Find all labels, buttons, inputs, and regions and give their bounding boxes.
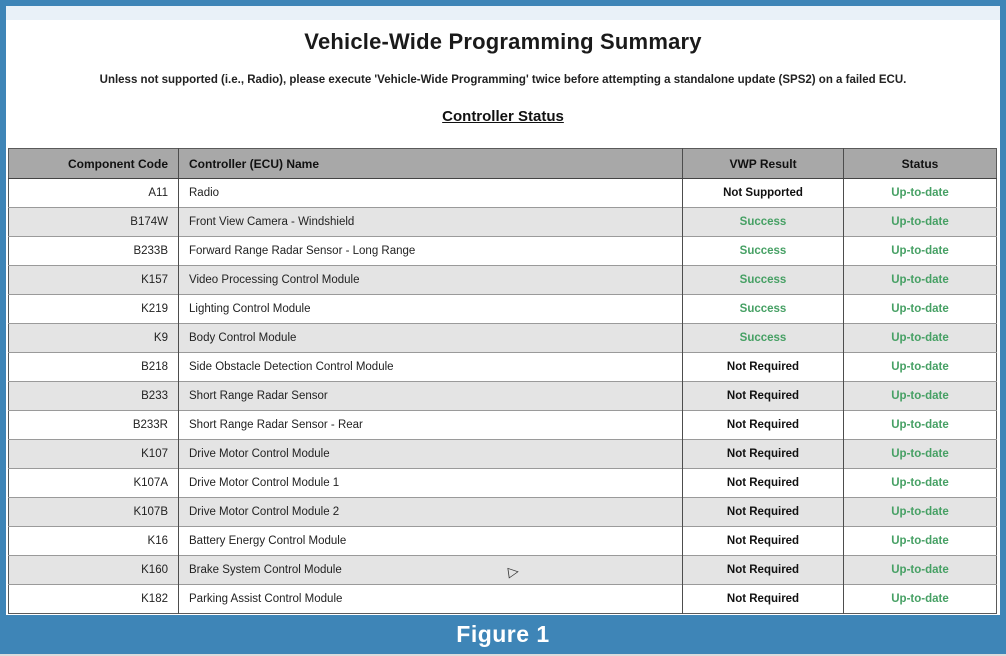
status-cell: Up-to-date	[844, 237, 997, 266]
status-cell: Up-to-date	[844, 469, 997, 498]
vwp-result-cell: Not Required	[683, 556, 844, 585]
table-row	[9, 295, 997, 324]
frame-border-right	[1000, 0, 1006, 656]
vwp-result-cell: Success	[683, 208, 844, 237]
vwp-result-cell: Success	[683, 237, 844, 266]
component-code-cell: B218	[9, 353, 179, 382]
component-code-cell: K157	[9, 266, 179, 295]
status-cell: Up-to-date	[844, 411, 997, 440]
col-header-ecu-name: Controller (ECU) Name	[179, 149, 683, 179]
ecu-name-cell: Side Obstacle Detection Control Module	[179, 353, 683, 382]
section-heading: Controller Status	[442, 108, 564, 125]
status-cell: Up-to-date	[844, 527, 997, 556]
ecu-name-cell: Drive Motor Control Module	[179, 440, 683, 469]
vwp-result-cell: Success	[683, 295, 844, 324]
figure-caption-bar	[0, 615, 1006, 654]
table-row	[9, 179, 997, 208]
table-row	[9, 411, 997, 440]
table-row	[9, 382, 997, 411]
ecu-name-cell: Lighting Control Module	[179, 295, 683, 324]
status-cell: Up-to-date	[844, 324, 997, 353]
component-code-cell: K182	[9, 585, 179, 614]
vwp-result-cell: Success	[683, 324, 844, 353]
component-code-cell: K107	[9, 440, 179, 469]
vwp-result-cell: Not Required	[683, 440, 844, 469]
status-cell: Up-to-date	[844, 208, 997, 237]
frame-border-left	[0, 0, 6, 656]
vwp-result-cell: Not Required	[683, 382, 844, 411]
table-row	[9, 353, 997, 382]
component-code-cell: B233R	[9, 411, 179, 440]
status-cell: Up-to-date	[844, 382, 997, 411]
vwp-result-cell: Not Required	[683, 498, 844, 527]
vwp-result-cell: Not Required	[683, 527, 844, 556]
vwp-result-cell: Not Required	[683, 353, 844, 382]
table-row	[9, 469, 997, 498]
ecu-name-cell: Front View Camera - Windshield	[179, 208, 683, 237]
component-code-cell: A11	[9, 179, 179, 208]
table-row	[9, 585, 997, 614]
col-header-component-code: Component Code	[9, 149, 179, 179]
status-cell: Up-to-date	[844, 440, 997, 469]
vwp-result-cell: Not Required	[683, 585, 844, 614]
ecu-name-cell: Radio	[179, 179, 683, 208]
ecu-name-cell: Drive Motor Control Module 2	[179, 498, 683, 527]
status-cell: Up-to-date	[844, 498, 997, 527]
component-code-cell: B174W	[9, 208, 179, 237]
ecu-name-cell: Short Range Radar Sensor - Rear	[179, 411, 683, 440]
figure-caption: Figure 1	[456, 621, 550, 647]
table-row	[9, 527, 997, 556]
table-row	[9, 208, 997, 237]
component-code-cell: K9	[9, 324, 179, 353]
ecu-name-cell: Parking Assist Control Module	[179, 585, 683, 614]
component-code-cell: K160	[9, 556, 179, 585]
ecu-name-cell: Forward Range Radar Sensor - Long Range	[179, 237, 683, 266]
instruction-text: Unless not supported (i.e., Radio), please execute 'Vehicle-Wide Programming' twice before attempting a standalone update (SPS2) on a failed ECU.	[99, 74, 907, 86]
table-row	[9, 556, 997, 585]
ecu-name-cell: Drive Motor Control Module 1	[179, 469, 683, 498]
component-code-cell: K16	[9, 527, 179, 556]
component-code-cell: B233B	[9, 237, 179, 266]
status-cell: Up-to-date	[844, 353, 997, 382]
status-cell: Up-to-date	[844, 179, 997, 208]
status-cell: Up-to-date	[844, 295, 997, 324]
component-code-cell: K107B	[9, 498, 179, 527]
component-code-cell: B233	[9, 382, 179, 411]
table-row	[9, 498, 997, 527]
status-cell: Up-to-date	[844, 585, 997, 614]
col-header-status: Status	[844, 149, 997, 179]
col-header-vwp-result: VWP Result	[683, 149, 844, 179]
header-row	[9, 149, 997, 179]
vwp-result-cell: Success	[683, 266, 844, 295]
table-body	[9, 179, 997, 614]
table-header	[9, 149, 997, 179]
mouse-cursor-icon: ▷	[506, 562, 520, 580]
ecu-name-cell: Battery Energy Control Module	[179, 527, 683, 556]
ecu-name-cell: Body Control Module	[179, 324, 683, 353]
vwp-result-cell: Not Supported	[683, 179, 844, 208]
ecu-name-cell: Brake System Control Module	[179, 556, 683, 585]
ecu-name-cell: Video Processing Control Module	[179, 266, 683, 295]
top-strip	[6, 6, 1000, 20]
table-row	[9, 324, 997, 353]
controller-status-table	[8, 148, 997, 614]
page-title: Vehicle-Wide Programming Summary	[304, 29, 702, 54]
table-row	[9, 266, 997, 295]
component-code-cell: K219	[9, 295, 179, 324]
status-cell: Up-to-date	[844, 556, 997, 585]
ecu-name-cell: Short Range Radar Sensor	[179, 382, 683, 411]
status-cell: Up-to-date	[844, 266, 997, 295]
vwp-result-cell: Not Required	[683, 469, 844, 498]
vwp-result-cell: Not Required	[683, 411, 844, 440]
component-code-cell: K107A	[9, 469, 179, 498]
table-row	[9, 237, 997, 266]
table-row	[9, 440, 997, 469]
